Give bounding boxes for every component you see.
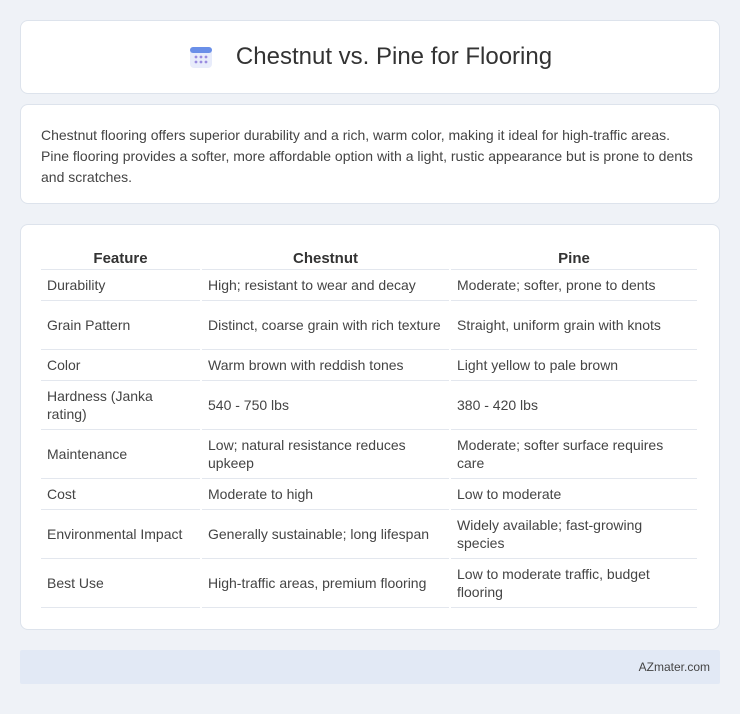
feature-cell: Durability <box>41 269 201 300</box>
feature-cell: Grain Pattern <box>41 300 201 349</box>
calendar-icon <box>188 44 214 70</box>
table-row <box>41 558 697 607</box>
pine-cell: Straight, uniform grain with knots <box>450 300 697 349</box>
page-title: Chestnut vs. Pine for Flooring <box>235 43 553 70</box>
pine-cell: 380 - 420 lbs <box>450 380 697 429</box>
table-header-row <box>41 245 697 269</box>
chestnut-cell: Low; natural resistance reduces upkeep <box>201 429 450 478</box>
table-row <box>41 269 697 300</box>
feature-cell: Environmental Impact <box>41 509 201 558</box>
pine-cell: Low to moderate <box>450 478 697 509</box>
summary-text: Chestnut flooring offers superior durability and a rich, warm color, making it ideal for high-traffic areas. Pine flooring provides a softer, more affordable option with a light, rustic appearance but is prone to dents and scratches. <box>41 127 693 185</box>
chestnut-cell: Warm brown with reddish tones <box>201 349 450 380</box>
chestnut-cell: Distinct, coarse grain with rich texture <box>201 300 450 349</box>
table-row <box>41 478 697 509</box>
chestnut-cell: 540 - 750 lbs <box>201 380 450 429</box>
chestnut-cell: Generally sustainable; long lifespan <box>201 509 450 558</box>
pine-cell: Moderate; softer, prone to dents <box>450 269 697 300</box>
pine-cell: Light yellow to pale brown <box>450 349 697 380</box>
table-row <box>41 429 697 478</box>
title-card <box>20 20 720 94</box>
header-chestnut: Chestnut <box>201 245 450 269</box>
footer <box>20 650 720 684</box>
pine-cell: Widely available; fast-growing species <box>450 509 697 558</box>
footer-brand[interactable]: AZmater.com <box>638 660 710 674</box>
chestnut-cell: High; resistant to wear and decay <box>201 269 450 300</box>
table-row <box>41 349 697 380</box>
pine-cell: Low to moderate traffic, budget flooring <box>450 558 697 607</box>
chestnut-cell: Moderate to high <box>201 478 450 509</box>
table-row <box>41 509 697 558</box>
header-feature: Feature <box>41 245 201 269</box>
feature-cell: Hardness (Janka rating) <box>41 380 201 429</box>
summary-card <box>20 104 720 204</box>
feature-cell: Best Use <box>41 558 201 607</box>
feature-cell: Cost <box>41 478 201 509</box>
pine-cell: Moderate; softer surface requires care <box>450 429 697 478</box>
chestnut-cell: High-traffic areas, premium flooring <box>201 558 450 607</box>
header-pine: Pine <box>450 245 697 269</box>
table-row <box>41 380 697 429</box>
table-row <box>41 300 697 349</box>
feature-cell: Color <box>41 349 201 380</box>
comparison-table <box>41 245 697 608</box>
comparison-card <box>20 224 720 630</box>
feature-cell: Maintenance <box>41 429 201 478</box>
